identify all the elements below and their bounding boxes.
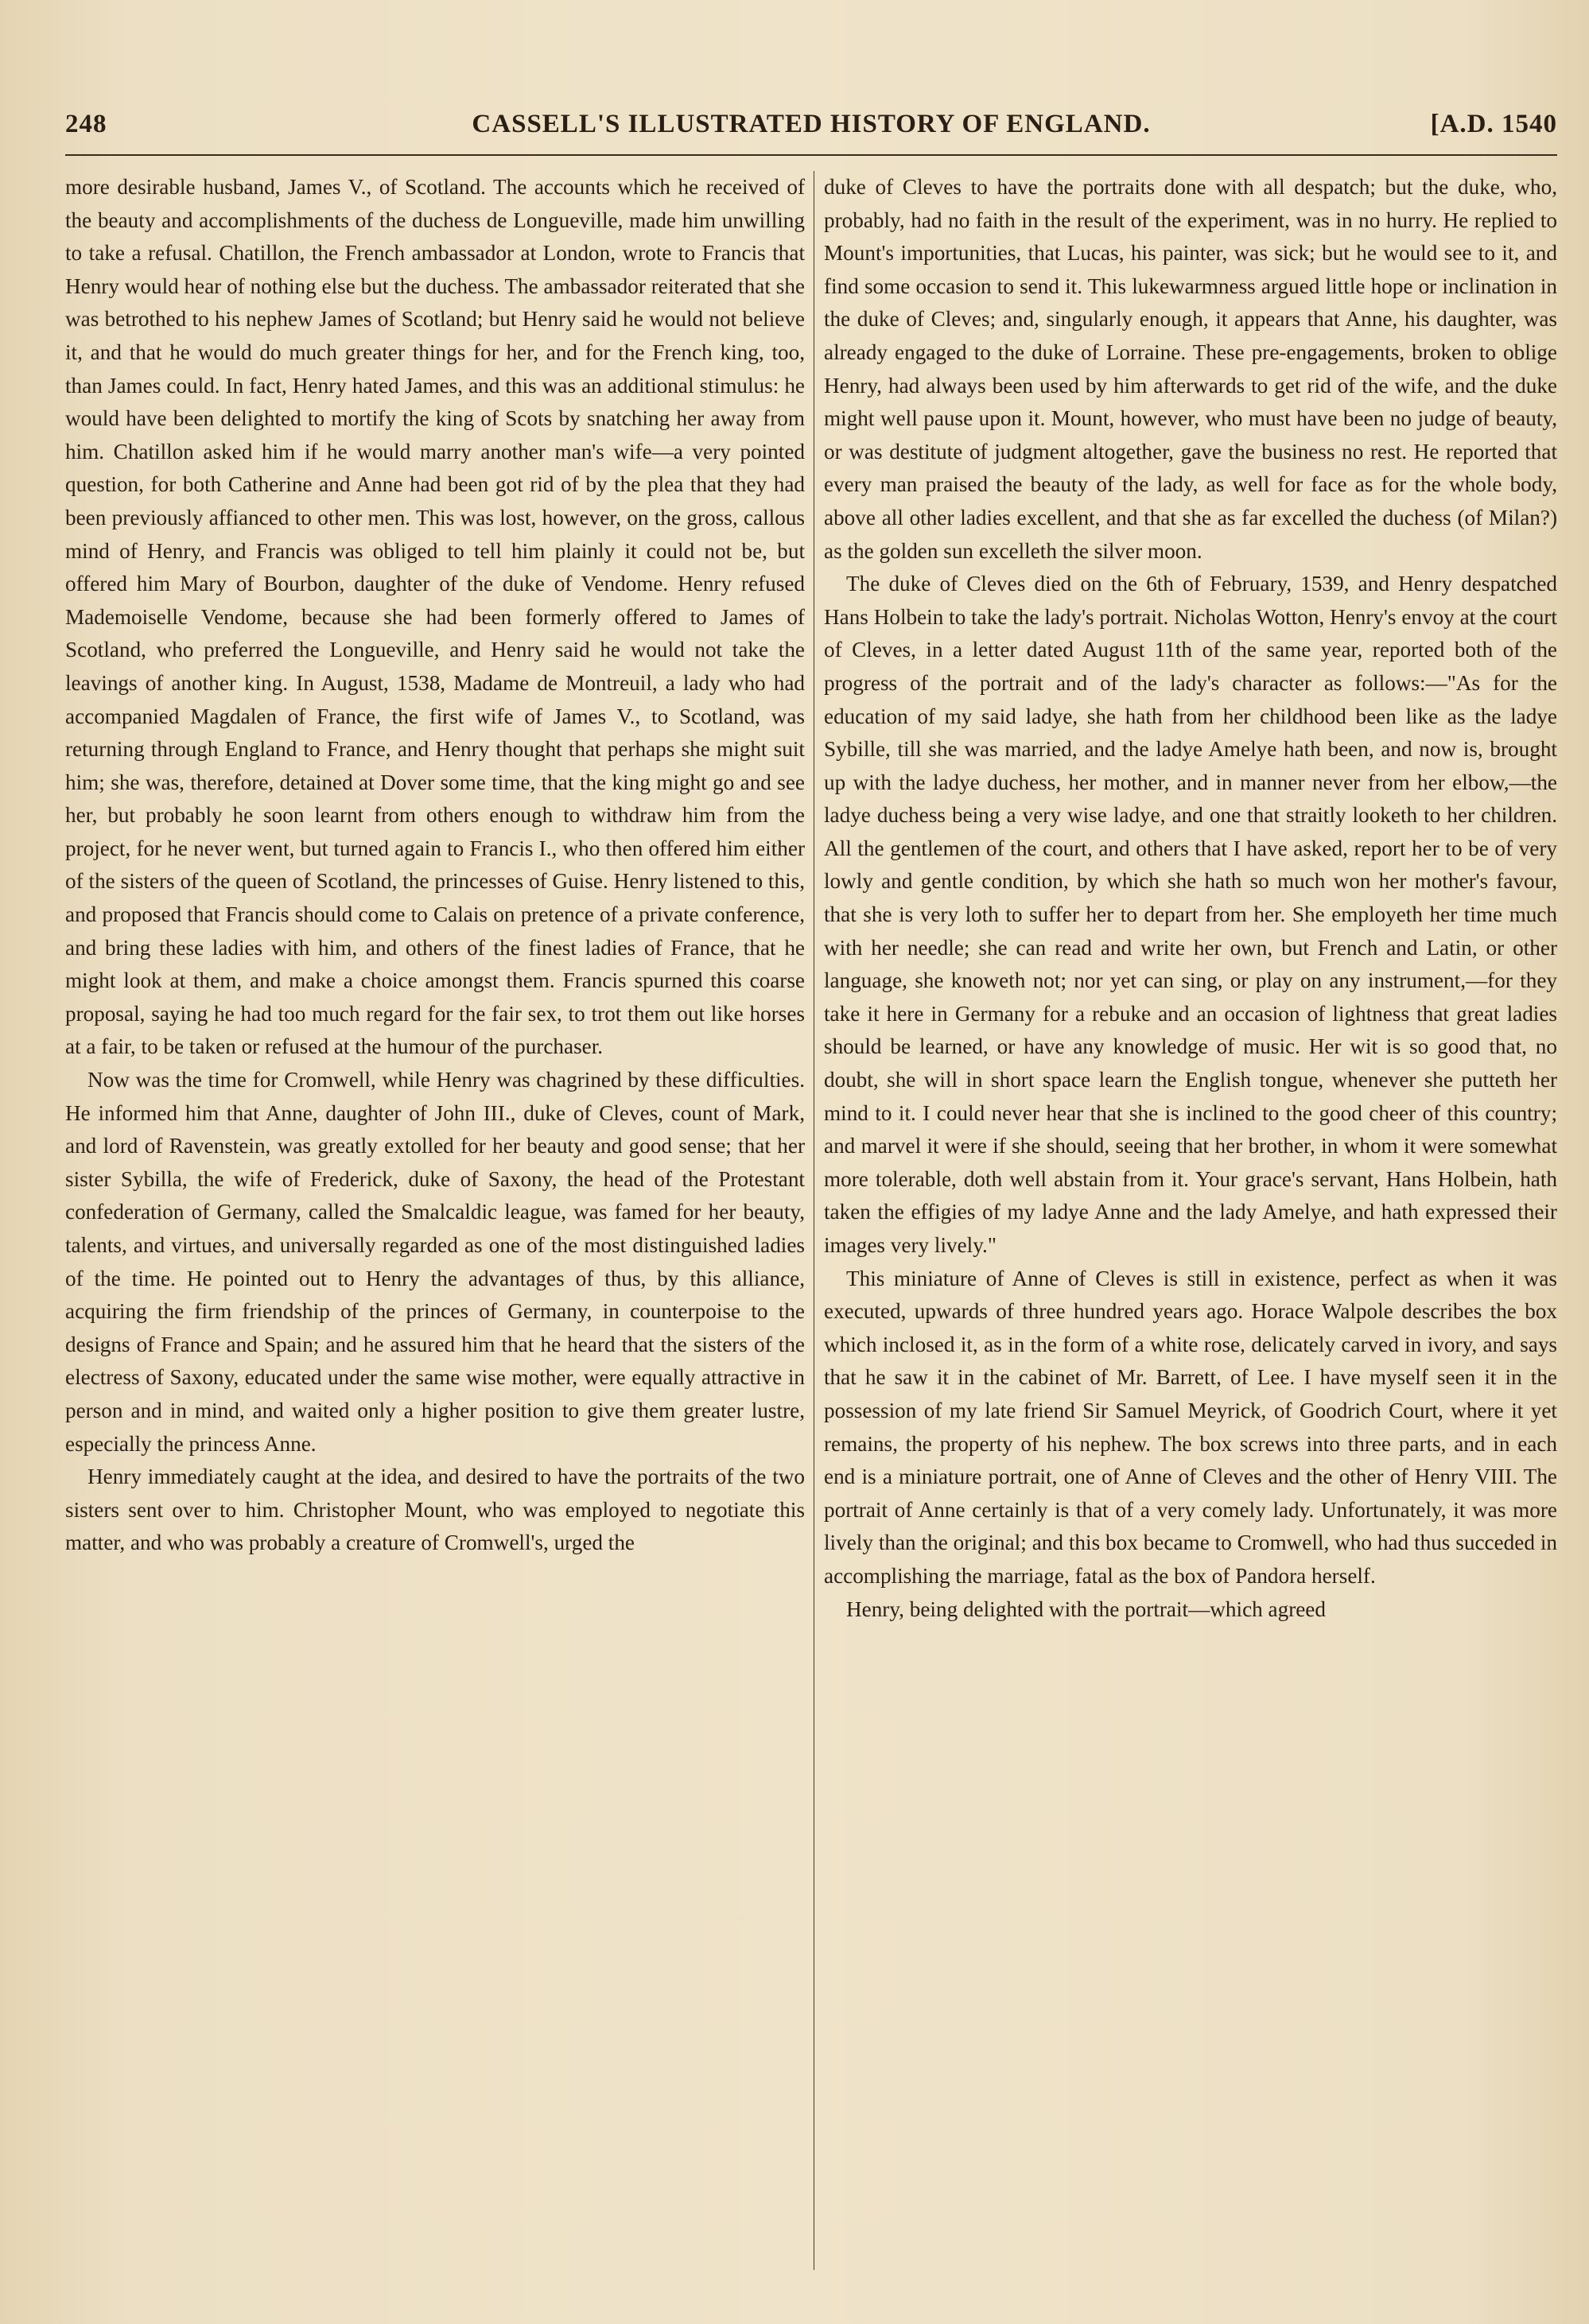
running-header bbox=[65, 110, 1557, 157]
paragraph: Now was the time for Cromwell, while Henry was chagrined by these difficulties. He informed him that Anne, daughter of John III., duke of Cleves, count of Mark, and lord of Ravenstein, was greatly extolled for her beauty and good sense; that her sister Sybilla, the wife of Frederick, duke of Saxony, the head of the Protestant confederation of Germany, called the Smalcaldic league, was famed for her beauty, talents, and virtues, and universally regarded as one of the most distinguished ladies of the time. He pointed out to Henry the advantages of thus, by this alliance, acquiring the firm friendship of the princes of Germany, in counterpoise to the designs of France and Spain; and he assured him that he heard that the sisters of the electress of Saxony, educated under the same wise mother, were equally attractive in person and in mind, and waited only a higher position to give them greater lustre, especially the princess Anne. bbox=[65, 1068, 805, 1456]
paragraph: Henry immediately caught at the idea, and desired to have the portraits of the two sisters sent over to him. Christopher Mount, who was employed to negotiate this matter, and who was probably a creature of Cromwell's, urged the bbox=[65, 1465, 805, 1555]
page-number: 248 bbox=[65, 110, 107, 138]
paragraph: Henry, being delighted with the portrait—which agreed bbox=[846, 1597, 1326, 1621]
page-title: CASSELL'S ILLUSTRATED HISTORY OF ENGLAND. bbox=[472, 110, 1151, 138]
paragraph: This miniature of Anne of Cleves is still in existence, perfect as when it was executed, upwards of three hundred years ago. Horace Walpole describes the box which inclosed it, as in the form of a white rose, delicately carved in ivory, and says that he saw it in the cabinet of Mr. Barrett, of Lee. I have myself seen it in the possession of my late friend Sir Samuel Meyrick, of Goodrich Court, where it yet remains, the property of his nephew. The box screws into three parts, and in each end is a miniature portrait, one of Anne of Cleves and the other of Henry VIII. The portrait of Anne certainly is that of a very comely lady. Unfortunately, it was more lively than the original; and this box became to Cromwell, who had thus succeded in accomplishing the marriage, fatal as the box of Pandora herself. bbox=[824, 1266, 1557, 1588]
header-rule bbox=[65, 154, 1557, 156]
left-column bbox=[65, 171, 805, 2270]
right-column bbox=[824, 171, 1557, 2270]
paragraph: duke of Cleves to have the portraits done with all despatch; but the duke, who, probably, had no faith in the result of the experiment, was in no hurry. He replied to Mount's importunities, that Lucas, his painter, was sick; but he would see to it, and find some occasion to send it. This lukewarmness argued little hope or inclination in the duke of Cleves; and, singularly enough, it appears that Anne, his daughter, was already engaged to the duke of Lorraine. These pre-engagements, broken to oblige Henry, had always been used by him afterwards to get rid of the wife, and the duke might well pause upon it. Mount, however, who must have been no judge of beauty, or was destitute of judgment altogether, gave the business no rest. He reported that every man praised the beauty of the lady, as well for face as for the whole body, above all other ladies excellent, and that she as far excelled the duchess (of Milan?) as the golden sun excelleth the silver moon. bbox=[824, 175, 1557, 563]
paragraph: more desirable husband, James V., of Scotland. The accounts which he received of the beauty and accomplishments of the duchess de Longueville, made him unwilling to take a refusal. Chatillon, the French ambassador at London, wrote to Francis that Henry would hear of nothing else but the duchess. The ambassador reiterated that she was betrothed to his nephew James of Scotland; but Henry said he would not believe it, and that he would do much greater things for her, and for the French king, too, than James could. In fact, Henry hated James, and this was an additional stimulus: he would have been delighted to mortify the king of Scots by snatching her away from him. Chatillon asked him if he would marry another man's wife—a very pointed question, for both Catherine and Anne had been got rid of by the plea that they had been previously affianced to other men. This was lost, however, on the gross, callous mind of Henry, and Francis was obliged to tell him plainly it could not be, but offered him Mary of Bourbon, daughter of the duke of Vendome. Henry refused Mademoiselle Vendome, because she had been formerly offered to James of Scotland, who preferred the Longueville, and Henry said he would not take the leavings of another king. In August, 1538, Madame de Montreuil, a lady who had accompanied Magdalen of France, the first wife of James V., to Scotland, was returning through England to France, and Henry thought that perhaps she might suit him; she was, therefore, detained at Dover some time, that the king might go and see her, but probably he soon learnt from others enough to withdraw him from the project, for he never went, but turned again to Francis I., who then offered him either of the sisters of the queen of Scotland, the princesses of Guise. Henry listened to this, and proposed that Francis should come to Calais on pretence of a private conference, and bring these ladies with him, and others of the finest ladies of France, that he might look at them, and make a choice amongst them. Francis spurned this coarse proposal, saying he had too much regard for the fair sex, to trot them out like horses at a fair, to be taken or refused at the humour of the purchaser. bbox=[65, 175, 805, 1059]
paragraph: The duke of Cleves died on the 6th of February, 1539, and Henry despatched Hans Holbein to take the lady's portrait. Nicholas Wotton, Henry's envoy at the court of Cleves, in a letter dated August 11th of the same year, reported both of the progress of the portrait and of the lady's character as follows:—"As for the education of my said ladye, she hath from her childhood been like as the ladye Sybille, till she was married, and the ladye Amelye hath been, and now is, brought up with the ladye duchess, her mother, and in manner never from her elbow,—the ladye duchess being a very wise ladye, and one that straitly looketh to her children. All the gentlemen of the court, and others that I have asked, report her to be of very lowly and gentle condition, by which she hath so much won her mother's favour, that she is very loth to suffer her to depart from her. She employeth her time much with her needle; she can read and write her own, but French and Latin, or other language, she knoweth not; nor yet can sing, or play on any instrument,—for they take it here in Germany for a rebuke and an occasion of lightness that great ladies should be learned, or have any knowledge of music. Her wit is so good that, no doubt, she will in short space learn the English tongue, whenever she putteth her mind to it. I could never hear that she is inclined to the good cheer of this country; and marvel it were if she should, seeing that her brother, in whom it were somewhat more tolerable, doth well abstain from it. Your grace's servant, Hans Holbein, hath taken the effigies of my ladye Anne and the lady Amelye, and hath expressed their images very lively." bbox=[824, 572, 1557, 1257]
header-date: [A.D. 1540 bbox=[1430, 110, 1557, 138]
